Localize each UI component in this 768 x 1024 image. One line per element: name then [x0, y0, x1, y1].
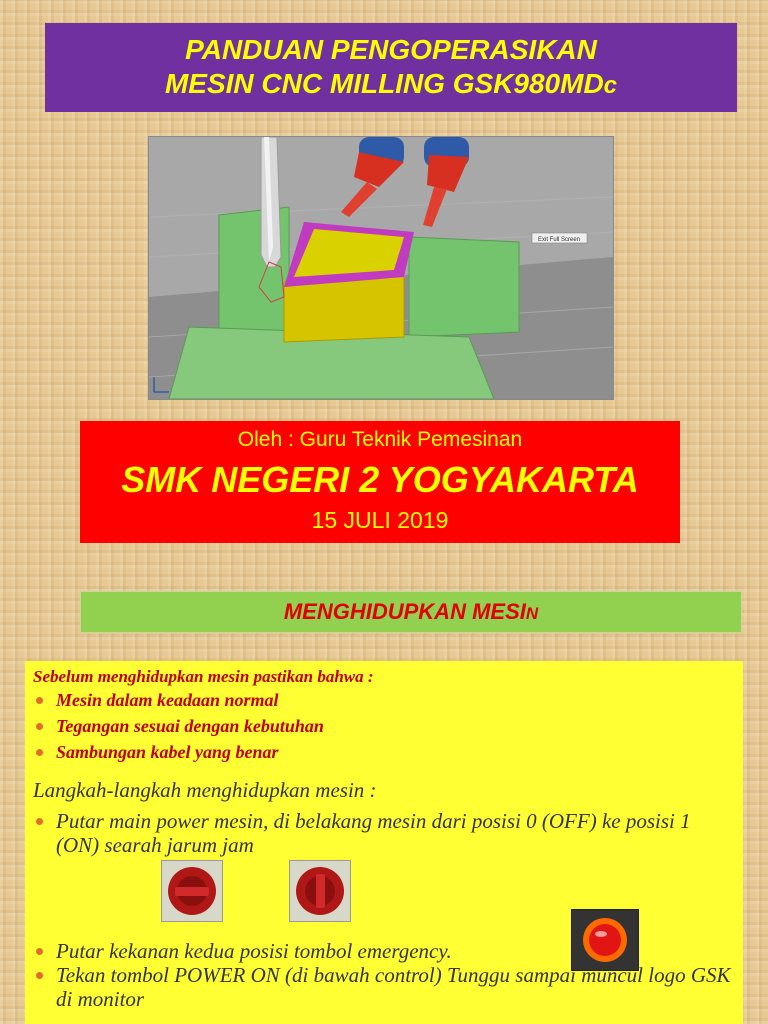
steps-heading: Langkah-langkah menghidupkan mesin : — [33, 778, 377, 802]
content-panel — [25, 661, 743, 1024]
checklist — [33, 687, 735, 765]
checklist-item: Mesin dalam keadaan normal — [33, 687, 735, 713]
checklist-item: Tegangan sesuai dengan kebutuhan — [33, 713, 735, 739]
title-banner — [45, 23, 737, 112]
author-by-line: Oleh : Guru Teknik Pemesinan — [237, 428, 523, 451]
step-item: Tekan tombol POWER ON (di bawah control) Tunggu sampai muncul logo GSK di monitor — [33, 963, 735, 1011]
author-banner — [80, 421, 680, 543]
title-line-2-suffix: c — [603, 72, 618, 99]
steps-list-continued — [33, 939, 735, 1011]
cnc-simulation-drawing — [149, 137, 613, 399]
checklist-item: Sambungan kabel yang benar — [33, 739, 735, 765]
title-line-1: PANDUAN PENGOPERASIKAN — [185, 34, 597, 65]
title-line-2 — [45, 67, 737, 103]
intro-text: Sebelum menghidupkan mesin pastikan bahwa : — [33, 667, 374, 686]
rotary-switch-icon — [290, 861, 350, 921]
main-power-switch-on-image — [289, 860, 351, 922]
section-title-suffix: N — [525, 604, 539, 623]
title-line-2-main: MESIN CNC MILLING GSK980MD — [164, 68, 604, 99]
section-title-main: MENGHIDUPKAN MESI — [283, 599, 526, 624]
step-item: Putar kekanan kedua posisi tombol emergency. — [33, 939, 735, 963]
exit-fullscreen-label: Exit Full Screen — [537, 237, 581, 243]
school-name: SMK NEGERI 2 YOGYAKARTA — [121, 459, 639, 500]
step-item: Putar main power mesin, di belakang mesin dari posisi 0 (OFF) ke posisi 1 (ON) searah jarum jam — [33, 809, 735, 857]
publication-date: 15 JULI 2019 — [311, 507, 449, 533]
steps-list — [33, 809, 735, 857]
main-power-switch-off-image — [161, 860, 223, 922]
cnc-simulation-image — [148, 136, 614, 400]
rotary-switch-icon — [162, 861, 222, 921]
section-header — [80, 591, 742, 633]
